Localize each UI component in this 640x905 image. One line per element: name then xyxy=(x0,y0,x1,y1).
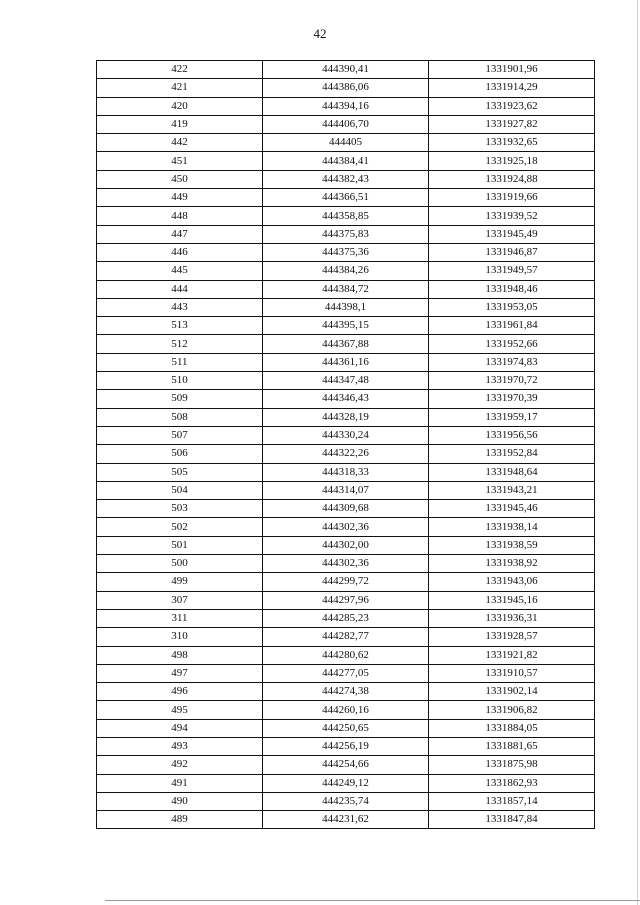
y-coordinate-cell: 1331875,98 xyxy=(429,756,595,774)
x-coordinate-cell: 444302,36 xyxy=(263,555,429,573)
x-coordinate-cell: 444386,06 xyxy=(263,79,429,97)
y-coordinate-cell: 1331948,64 xyxy=(429,463,595,481)
y-coordinate-cell: 1331938,92 xyxy=(429,555,595,573)
y-coordinate-cell: 1331938,14 xyxy=(429,518,595,536)
y-coordinate-cell: 1331946,87 xyxy=(429,243,595,261)
table-row xyxy=(97,609,595,627)
x-coordinate-cell: 444314,07 xyxy=(263,481,429,499)
point-number-cell: 508 xyxy=(97,408,263,426)
table-row xyxy=(97,61,595,79)
x-coordinate-cell: 444302,36 xyxy=(263,518,429,536)
point-number-cell: 444 xyxy=(97,280,263,298)
table-row xyxy=(97,317,595,335)
y-coordinate-cell: 1331906,82 xyxy=(429,701,595,719)
table-row xyxy=(97,353,595,371)
x-coordinate-cell: 444318,33 xyxy=(263,463,429,481)
x-coordinate-cell: 444274,38 xyxy=(263,683,429,701)
x-coordinate-cell: 444375,83 xyxy=(263,225,429,243)
y-coordinate-cell: 1331945,46 xyxy=(429,500,595,518)
y-coordinate-cell: 1331970,39 xyxy=(429,390,595,408)
table-row xyxy=(97,97,595,115)
x-coordinate-cell: 444322,26 xyxy=(263,445,429,463)
point-number-cell: 505 xyxy=(97,463,263,481)
point-number-cell: 442 xyxy=(97,134,263,152)
y-coordinate-cell: 1331902,14 xyxy=(429,683,595,701)
table-row xyxy=(97,298,595,316)
table-row xyxy=(97,792,595,810)
x-coordinate-cell: 444280,62 xyxy=(263,646,429,664)
table-row xyxy=(97,811,595,829)
x-coordinate-cell: 444299,72 xyxy=(263,573,429,591)
table-row xyxy=(97,243,595,261)
y-coordinate-cell: 1331952,84 xyxy=(429,445,595,463)
x-coordinate-cell: 444260,16 xyxy=(263,701,429,719)
page-edge-right xyxy=(637,0,638,905)
y-coordinate-cell: 1331949,57 xyxy=(429,262,595,280)
table-row xyxy=(97,408,595,426)
x-coordinate-cell: 444249,12 xyxy=(263,774,429,792)
table-row xyxy=(97,152,595,170)
x-coordinate-cell: 444384,41 xyxy=(263,152,429,170)
y-coordinate-cell: 1331952,66 xyxy=(429,335,595,353)
x-coordinate-cell: 444405 xyxy=(263,134,429,152)
x-coordinate-cell: 444382,43 xyxy=(263,170,429,188)
x-coordinate-cell: 444406,70 xyxy=(263,115,429,133)
x-coordinate-cell: 444395,15 xyxy=(263,317,429,335)
table-row xyxy=(97,518,595,536)
x-coordinate-cell: 444328,19 xyxy=(263,408,429,426)
y-coordinate-cell: 1331970,72 xyxy=(429,372,595,390)
point-number-cell: 491 xyxy=(97,774,263,792)
table-row xyxy=(97,262,595,280)
page-number: 42 xyxy=(313,26,327,41)
x-coordinate-cell: 444297,96 xyxy=(263,591,429,609)
table-row xyxy=(97,774,595,792)
point-number-cell: 502 xyxy=(97,518,263,536)
table-row xyxy=(97,683,595,701)
point-number-cell: 509 xyxy=(97,390,263,408)
y-coordinate-cell: 1331919,66 xyxy=(429,189,595,207)
table-row xyxy=(97,719,595,737)
table-row xyxy=(97,737,595,755)
x-coordinate-cell: 444302,00 xyxy=(263,536,429,554)
point-number-cell: 446 xyxy=(97,243,263,261)
page-edge-bottom xyxy=(105,900,640,901)
point-number-cell: 494 xyxy=(97,719,263,737)
point-number-cell: 419 xyxy=(97,115,263,133)
table-row xyxy=(97,189,595,207)
point-number-cell: 443 xyxy=(97,298,263,316)
table-row xyxy=(97,170,595,188)
y-coordinate-cell: 1331945,16 xyxy=(429,591,595,609)
y-coordinate-cell: 1331961,84 xyxy=(429,317,595,335)
table-row xyxy=(97,445,595,463)
y-coordinate-cell: 1331847,84 xyxy=(429,811,595,829)
point-number-cell: 307 xyxy=(97,591,263,609)
table-row xyxy=(97,426,595,444)
point-number-cell: 445 xyxy=(97,262,263,280)
point-number-cell: 498 xyxy=(97,646,263,664)
point-number-cell: 500 xyxy=(97,555,263,573)
coordinates-table-body xyxy=(97,61,595,829)
table-row xyxy=(97,225,595,243)
y-coordinate-cell: 1331948,46 xyxy=(429,280,595,298)
point-number-cell: 504 xyxy=(97,481,263,499)
point-number-cell: 422 xyxy=(97,61,263,79)
x-coordinate-cell: 444231,62 xyxy=(263,811,429,829)
table-row xyxy=(97,115,595,133)
point-number-cell: 451 xyxy=(97,152,263,170)
table-row xyxy=(97,646,595,664)
x-coordinate-cell: 444358,85 xyxy=(263,207,429,225)
y-coordinate-cell: 1331932,65 xyxy=(429,134,595,152)
y-coordinate-cell: 1331943,21 xyxy=(429,481,595,499)
point-number-cell: 421 xyxy=(97,79,263,97)
point-number-cell: 495 xyxy=(97,701,263,719)
y-coordinate-cell: 1331862,93 xyxy=(429,774,595,792)
x-coordinate-cell: 444277,05 xyxy=(263,664,429,682)
y-coordinate-cell: 1331857,14 xyxy=(429,792,595,810)
y-coordinate-cell: 1331938,59 xyxy=(429,536,595,554)
table-row xyxy=(97,481,595,499)
table-row xyxy=(97,756,595,774)
x-coordinate-cell: 444394,16 xyxy=(263,97,429,115)
point-number-cell: 496 xyxy=(97,683,263,701)
table-row xyxy=(97,555,595,573)
table-row xyxy=(97,573,595,591)
y-coordinate-cell: 1331927,82 xyxy=(429,115,595,133)
point-number-cell: 513 xyxy=(97,317,263,335)
point-number-cell: 497 xyxy=(97,664,263,682)
x-coordinate-cell: 444390,41 xyxy=(263,61,429,79)
x-coordinate-cell: 444256,19 xyxy=(263,737,429,755)
table-row xyxy=(97,463,595,481)
x-coordinate-cell: 444330,24 xyxy=(263,426,429,444)
x-coordinate-cell: 444235,74 xyxy=(263,792,429,810)
y-coordinate-cell: 1331901,96 xyxy=(429,61,595,79)
point-number-cell: 510 xyxy=(97,372,263,390)
y-coordinate-cell: 1331974,83 xyxy=(429,353,595,371)
table-row xyxy=(97,536,595,554)
x-coordinate-cell: 444366,51 xyxy=(263,189,429,207)
y-coordinate-cell: 1331925,18 xyxy=(429,152,595,170)
point-number-cell: 501 xyxy=(97,536,263,554)
y-coordinate-cell: 1331924,88 xyxy=(429,170,595,188)
x-coordinate-cell: 444361,16 xyxy=(263,353,429,371)
y-coordinate-cell: 1331936,31 xyxy=(429,609,595,627)
point-number-cell: 489 xyxy=(97,811,263,829)
y-coordinate-cell: 1331943,06 xyxy=(429,573,595,591)
table-row xyxy=(97,390,595,408)
x-coordinate-cell: 444398,1 xyxy=(263,298,429,316)
point-number-cell: 420 xyxy=(97,97,263,115)
x-coordinate-cell: 444254,66 xyxy=(263,756,429,774)
table-row xyxy=(97,628,595,646)
point-number-cell: 503 xyxy=(97,500,263,518)
x-coordinate-cell: 444384,26 xyxy=(263,262,429,280)
point-number-cell: 493 xyxy=(97,737,263,755)
y-coordinate-cell: 1331923,62 xyxy=(429,97,595,115)
point-number-cell: 311 xyxy=(97,609,263,627)
table-row xyxy=(97,500,595,518)
table-row xyxy=(97,207,595,225)
table-row xyxy=(97,280,595,298)
x-coordinate-cell: 444347,48 xyxy=(263,372,429,390)
point-number-cell: 512 xyxy=(97,335,263,353)
y-coordinate-cell: 1331881,65 xyxy=(429,737,595,755)
y-coordinate-cell: 1331928,57 xyxy=(429,628,595,646)
point-number-cell: 490 xyxy=(97,792,263,810)
x-coordinate-cell: 444282,77 xyxy=(263,628,429,646)
x-coordinate-cell: 444384,72 xyxy=(263,280,429,298)
x-coordinate-cell: 444367,88 xyxy=(263,335,429,353)
x-coordinate-cell: 444250,65 xyxy=(263,719,429,737)
table-row xyxy=(97,701,595,719)
point-number-cell: 450 xyxy=(97,170,263,188)
table-row xyxy=(97,664,595,682)
point-number-cell: 511 xyxy=(97,353,263,371)
y-coordinate-cell: 1331956,56 xyxy=(429,426,595,444)
x-coordinate-cell: 444285,23 xyxy=(263,609,429,627)
y-coordinate-cell: 1331884,05 xyxy=(429,719,595,737)
point-number-cell: 492 xyxy=(97,756,263,774)
point-number-cell: 448 xyxy=(97,207,263,225)
x-coordinate-cell: 444309,68 xyxy=(263,500,429,518)
x-coordinate-cell: 444375,36 xyxy=(263,243,429,261)
y-coordinate-cell: 1331939,52 xyxy=(429,207,595,225)
table-row xyxy=(97,79,595,97)
point-number-cell: 449 xyxy=(97,189,263,207)
y-coordinate-cell: 1331910,57 xyxy=(429,664,595,682)
point-number-cell: 310 xyxy=(97,628,263,646)
y-coordinate-cell: 1331914,29 xyxy=(429,79,595,97)
coordinates-table xyxy=(96,60,595,829)
y-coordinate-cell: 1331959,17 xyxy=(429,408,595,426)
x-coordinate-cell: 444346,43 xyxy=(263,390,429,408)
point-number-cell: 506 xyxy=(97,445,263,463)
table-row xyxy=(97,591,595,609)
y-coordinate-cell: 1331921,82 xyxy=(429,646,595,664)
point-number-cell: 447 xyxy=(97,225,263,243)
y-coordinate-cell: 1331953,05 xyxy=(429,298,595,316)
table-row xyxy=(97,372,595,390)
table-row xyxy=(97,335,595,353)
table-row xyxy=(97,134,595,152)
point-number-cell: 499 xyxy=(97,573,263,591)
y-coordinate-cell: 1331945,49 xyxy=(429,225,595,243)
point-number-cell: 507 xyxy=(97,426,263,444)
